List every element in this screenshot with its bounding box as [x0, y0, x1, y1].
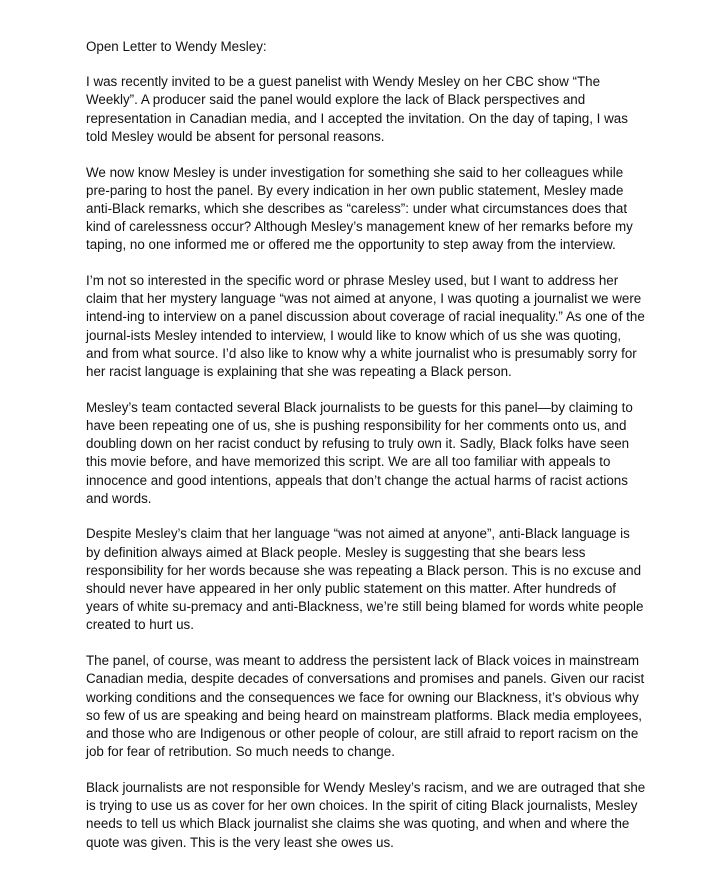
letter-paragraph-6: The panel, of course, was meant to address the persistent lack of Black voices in mainstream Canadian media, despite decades of conversations and promises and panels. Given our racist working conditions and the consequences we face for owning our Blackness, it’s obvious why so few of us are speaking and being heard on mainstream platforms. Black media employees, and those who are Indigenous or other people of colour, are still afraid to report racism on the job for fear of retribution. So much needs to change.: [86, 653, 645, 760]
letter-paragraph-5: Despite Mesley’s claim that her language “was not aimed at anyone”, anti-Black language is by definition always aimed at Black people. Mesley is suggesting that she bears less responsibility for her words because she was repeating a Black person. This is no excuse and should never have appeared in her only public statement on this matter. After hundreds of years of white su-premacy and anti-Blackness, we’re still being blamed for words white people created to hurt us.: [86, 526, 644, 633]
letter-paragraph-1: I was recently invited to be a guest panelist with Wendy Mesley on her CBC show “The Weekly”. A producer said the panel would explore the lack of Black perspectives and representation in Canadian media, and I accepted the invitation. On the day of taping, I was told Mesley would be absent for personal reasons.: [86, 74, 628, 144]
letter-paragraph-4: Mesley’s team contacted several Black journalists to be guests for this panel—by claiming to have been repeating one of us, she is pushing responsibility for her comments onto us, and doubling down on her racist conduct by refusing to truly own it. Sadly, Black folks have seen this movie before, and have memorized this script. We are all too familiar with appeals to innocence and good intentions, appeals that don’t change the actual harms of racist actions and words.: [86, 399, 633, 506]
letter-paragraph-2: We now know Mesley is under investigation for something she said to her colleagues while pre-paring to host the panel. By every indication in her own public statement, Mesley made anti-Black remarks, which she describes as “careless”: under what circumstances does that kind of carelessness occur? Although Mesley’s management knew of her remarks before my taping, no one informed me or offered me the opportunity to step away from the interview.: [86, 164, 633, 253]
letter-paragraph-7: Black journalists are not responsible for Wendy Mesley’s racism, and we are outraged that she is trying to use us as cover for her own choices. In the spirit of citing Black journalists, Mesley needs to tell us which Black journalist she claims she was quoting, and when and where the quote was given. This is the very least she owes us.: [86, 779, 646, 850]
letter-page: [86, 38, 646, 869]
letter-title: Open Letter to Wendy Mesley:: [86, 39, 267, 54]
letter-paragraph-3: I’m not so interested in the specific word or phrase Mesley used, but I want to address her claim that her mystery language “was not aimed at anyone, I was quoting a journalist we were intend-ing to interview on a panel discussion about coverage of racial inequality.” As one of the journal-ists Mesley intended to interview, I would like to know which of us she was quoting, and from what source. I’d also like to know why a white journalist who is presumably sorry for her racist language is explaining that she was repeating a Black person.: [86, 273, 645, 380]
